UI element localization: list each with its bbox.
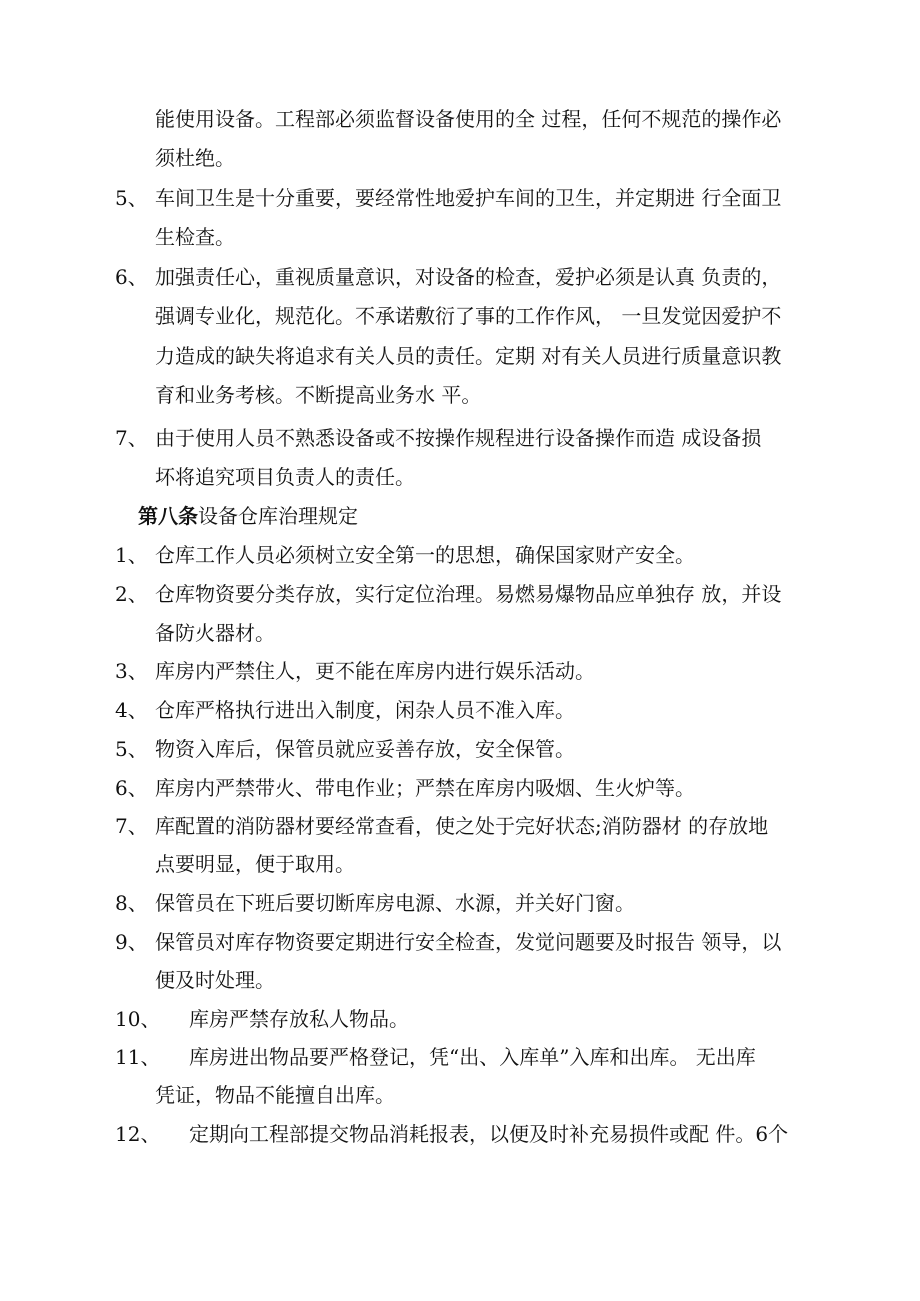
text-line	[0, 962, 920, 998]
item-text: 仓库工作人员必须树立安全第一的思想，确保国家财产安全。	[155, 543, 695, 567]
list-item	[0, 259, 920, 295]
item-text: 库房内严禁住人，更不能在库房内进行娱乐活动。	[155, 659, 595, 683]
item-number: 6、	[115, 265, 148, 289]
section-heading-number: 第八条	[138, 504, 198, 528]
item-text: 车间卫生是十分重要，要经常性地爱护车间的卫生，并定期进 行全面卫	[155, 186, 782, 210]
item-text: 保管员对库存物资要定期进行安全检查，发觉问题要及时报告 领导，以	[155, 930, 782, 954]
item-number: 3、	[115, 659, 148, 683]
list-item	[0, 420, 920, 456]
item-number: 5、	[115, 186, 148, 210]
list-item	[0, 537, 920, 573]
item-text: 库房进出物品要严格登记，凭“出、入库单”入库和出库。 无出库	[189, 1045, 756, 1069]
item-number: 1、	[115, 543, 148, 567]
item-number: 11、	[115, 1045, 161, 1069]
list-item	[0, 885, 920, 921]
line-text: 力造成的缺失将追求有关人员的责任。定期 对有关人员进行质量意识教	[155, 344, 782, 368]
line-text: 能使用设备。工程部必须监督设备使用的全 过程，任何不规范的操作必	[155, 107, 782, 131]
text-line	[0, 140, 920, 176]
line-text: 育和业务考核。不断提高业务水 平。	[155, 383, 482, 407]
item-text: 保管员在下班后要切断库房电源、水源，并关好门窗。	[155, 891, 635, 915]
item-number: 7、	[115, 426, 148, 450]
line-text: 坏将追究项目负责人的责任。	[155, 465, 415, 489]
list-item	[0, 924, 920, 960]
item-number: 10、	[115, 1007, 161, 1031]
item-number: 2、	[115, 582, 148, 606]
item-text: 物资入库后，保管员就应妥善存放，安全保管。	[155, 737, 575, 761]
list-item	[0, 1116, 920, 1152]
item-number: 5、	[115, 737, 148, 761]
list-item	[0, 180, 920, 216]
text-line	[0, 377, 920, 413]
item-text: 加强责任心，重视质量意识，对设备的检查，爱护必须是认真 负责的，	[155, 265, 782, 289]
item-number: 6、	[115, 776, 148, 800]
line-text: 凭证，物品不能擅自出库。	[155, 1083, 395, 1107]
text-line	[0, 846, 920, 882]
item-text: 库房严禁存放私人物品。	[189, 1007, 409, 1031]
text-line	[0, 338, 920, 374]
list-item	[0, 692, 920, 728]
item-number: 12、	[115, 1122, 161, 1146]
list-item	[0, 731, 920, 767]
item-text: 由于使用人员不熟悉设备或不按操作规程进行设备操作而造 成设备损	[155, 426, 762, 450]
item-number: 7、	[115, 814, 148, 838]
line-text: 点要明显，便于取用。	[155, 852, 355, 876]
item-number: 4、	[115, 698, 148, 722]
line-text: 备防火器材。	[155, 621, 275, 645]
line-text: 便及时处理。	[155, 968, 275, 992]
text-line	[0, 615, 920, 651]
list-item	[0, 808, 920, 844]
text-line	[0, 1077, 920, 1113]
text-line	[0, 298, 920, 334]
list-item	[0, 653, 920, 689]
list-item	[0, 1039, 920, 1075]
text-line	[0, 219, 920, 255]
section-heading-title: 设备仓库治理规定	[198, 504, 358, 528]
list-item	[0, 770, 920, 806]
list-item	[0, 576, 920, 612]
line-text: 生检查。	[155, 225, 235, 249]
text-line	[0, 101, 920, 137]
item-text: 仓库物资要分类存放，实行定位治理。易燃易爆物品应单独存 放，并设	[155, 582, 782, 606]
line-text: 须杜绝。	[155, 146, 235, 170]
item-number: 9、	[115, 930, 148, 954]
list-item	[0, 1001, 920, 1037]
item-text: 库房内严禁带火、带电作业；严禁在库房内吸烟、生火炉等。	[155, 776, 695, 800]
item-text: 库配置的消防器材要经常查看，使之处于完好状态;消防器材 的存放地	[155, 814, 769, 838]
line-text: 强调专业化，规范化。不承诺敷衍了事的工作作风， 一旦发觉因爱护不	[155, 304, 782, 328]
item-text: 仓库严格执行进出入制度，闲杂人员不准入库。	[155, 698, 575, 722]
text-line	[0, 459, 920, 495]
item-text: 定期向工程部提交物品消耗报表，以便及时补充易损件或配 件。6个	[189, 1122, 789, 1146]
item-number: 8、	[115, 891, 148, 915]
section-heading	[0, 498, 920, 534]
